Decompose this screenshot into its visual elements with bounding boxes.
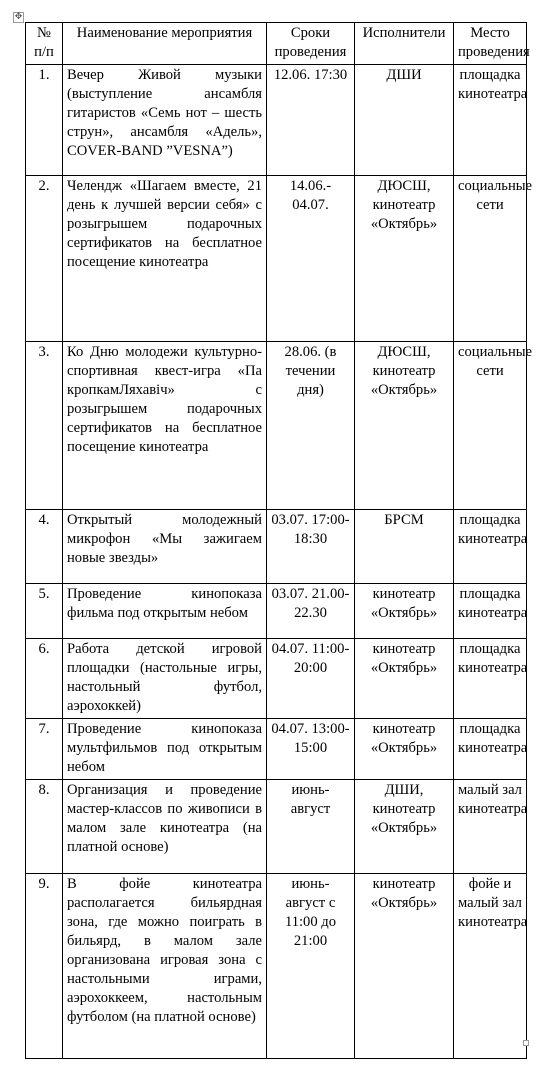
events-table (25, 22, 533, 1059)
event-name: В фойе кинотеатра располагается бильярдная зона, где можно поиграть в бильярд, в малом зале организована игровая зона с настольными играми, аэрохоккеем, настольным футболом (на платной основе) (63, 874, 267, 1059)
event-place: социальные сети (454, 342, 527, 510)
event-name: Вечер Живой музыки (выступление ансамбля гитаристов «Семь нот – шесть струн», ансамбля «Адель», COVER-BAND ”VESNA”) (63, 65, 267, 176)
event-performers: кинотеатр «Октябрь» (355, 719, 454, 780)
event-performers: кинотеатр «Октябрь» (355, 639, 454, 719)
event-performers: кинотеатр «Октябрь» (355, 874, 454, 1059)
table-row (26, 719, 527, 780)
event-date: июнь- август (267, 780, 355, 874)
row-num: 4. (26, 510, 63, 584)
row-num: 7. (26, 719, 63, 780)
table-row (26, 584, 527, 639)
table-row (26, 342, 527, 510)
table-row (26, 780, 527, 874)
table-row (26, 65, 527, 176)
event-place: площадка кинотеатра (454, 510, 527, 584)
header-num: № п/п (26, 23, 63, 65)
row-num: 1. (26, 65, 63, 176)
row-num: 5. (26, 584, 63, 639)
event-date: 03.07. 17:00- 18:30 (267, 510, 355, 584)
event-place: социальные сети (454, 176, 527, 342)
event-date: 04.07. 11:00- 20:00 (267, 639, 355, 719)
event-name: Проведение кинопоказа мультфильмов под открытым небом (63, 719, 267, 780)
table-row (26, 874, 527, 1059)
event-name: Ко Дню молодежи культурно-спортивная квест-игра «Па кропкамЛяхавіч» с розыгрышем подарочных сертификатов на бесплатное посещение кинотеатра (63, 342, 267, 510)
event-date: 14.06.- 04.07. (267, 176, 355, 342)
event-date: 12.06. 17:30 (267, 65, 355, 176)
header-performers: Исполнители (355, 23, 454, 65)
row-num: 3. (26, 342, 63, 510)
row-num: 8. (26, 780, 63, 874)
event-date: 03.07. 21.00- 22.30 (267, 584, 355, 639)
event-name: Работа детской игровой площадки (настольные игры, настольный футбол, аэрохоккей) (63, 639, 267, 719)
event-place: фойе и малый зал кинотеатра (454, 874, 527, 1059)
event-date: 04.07. 13:00- 15:00 (267, 719, 355, 780)
event-place: площадка кинотеатра (454, 639, 527, 719)
event-name: Челендж «Шагаем вместе, 21 день к лучшей версии себя» с розыгрышем подарочных сертификатов на бесплатное посещение кинотеатра (63, 176, 267, 342)
table-header-row (26, 23, 527, 65)
table-resize-handle[interactable] (523, 1040, 529, 1046)
table-row (26, 510, 527, 584)
row-num: 6. (26, 639, 63, 719)
row-num: 2. (26, 176, 63, 342)
event-place: площадка кинотеатра (454, 719, 527, 780)
event-name: Открытый молодежный микрофон «Мы зажигаем новые звезды» (63, 510, 267, 584)
event-performers: ДЮСШ, кинотеатр «Октябрь» (355, 176, 454, 342)
event-place: площадка кинотеатра (454, 65, 527, 176)
event-name: Организация и проведение мастер-классов по живописи в малом зале кинотеатра (на платной основе) (63, 780, 267, 874)
header-name: Наименование мероприятия (63, 23, 267, 65)
event-performers: ДЮСШ, кинотеатр «Октябрь» (355, 342, 454, 510)
event-place: площадка кинотеатра (454, 584, 527, 639)
header-place: Место проведения (454, 23, 527, 65)
table-move-handle[interactable]: ✥ (14, 12, 23, 22)
event-performers: ДШИ (355, 65, 454, 176)
event-performers: БРСМ (355, 510, 454, 584)
event-date: июнь- август с 11:00 до 21:00 (267, 874, 355, 1059)
event-performers: ДШИ, кинотеатр «Октябрь» (355, 780, 454, 874)
event-place: малый зал кинотеатра (454, 780, 527, 874)
table-row (26, 639, 527, 719)
row-num: 9. (26, 874, 63, 1059)
event-performers: кинотеатр «Октябрь» (355, 584, 454, 639)
table-row (26, 176, 527, 342)
event-date: 28.06. (в течении дня) (267, 342, 355, 510)
event-name: Проведение кинопоказа фильма под открытым небом (63, 584, 267, 639)
header-date: Сроки проведения (267, 23, 355, 65)
